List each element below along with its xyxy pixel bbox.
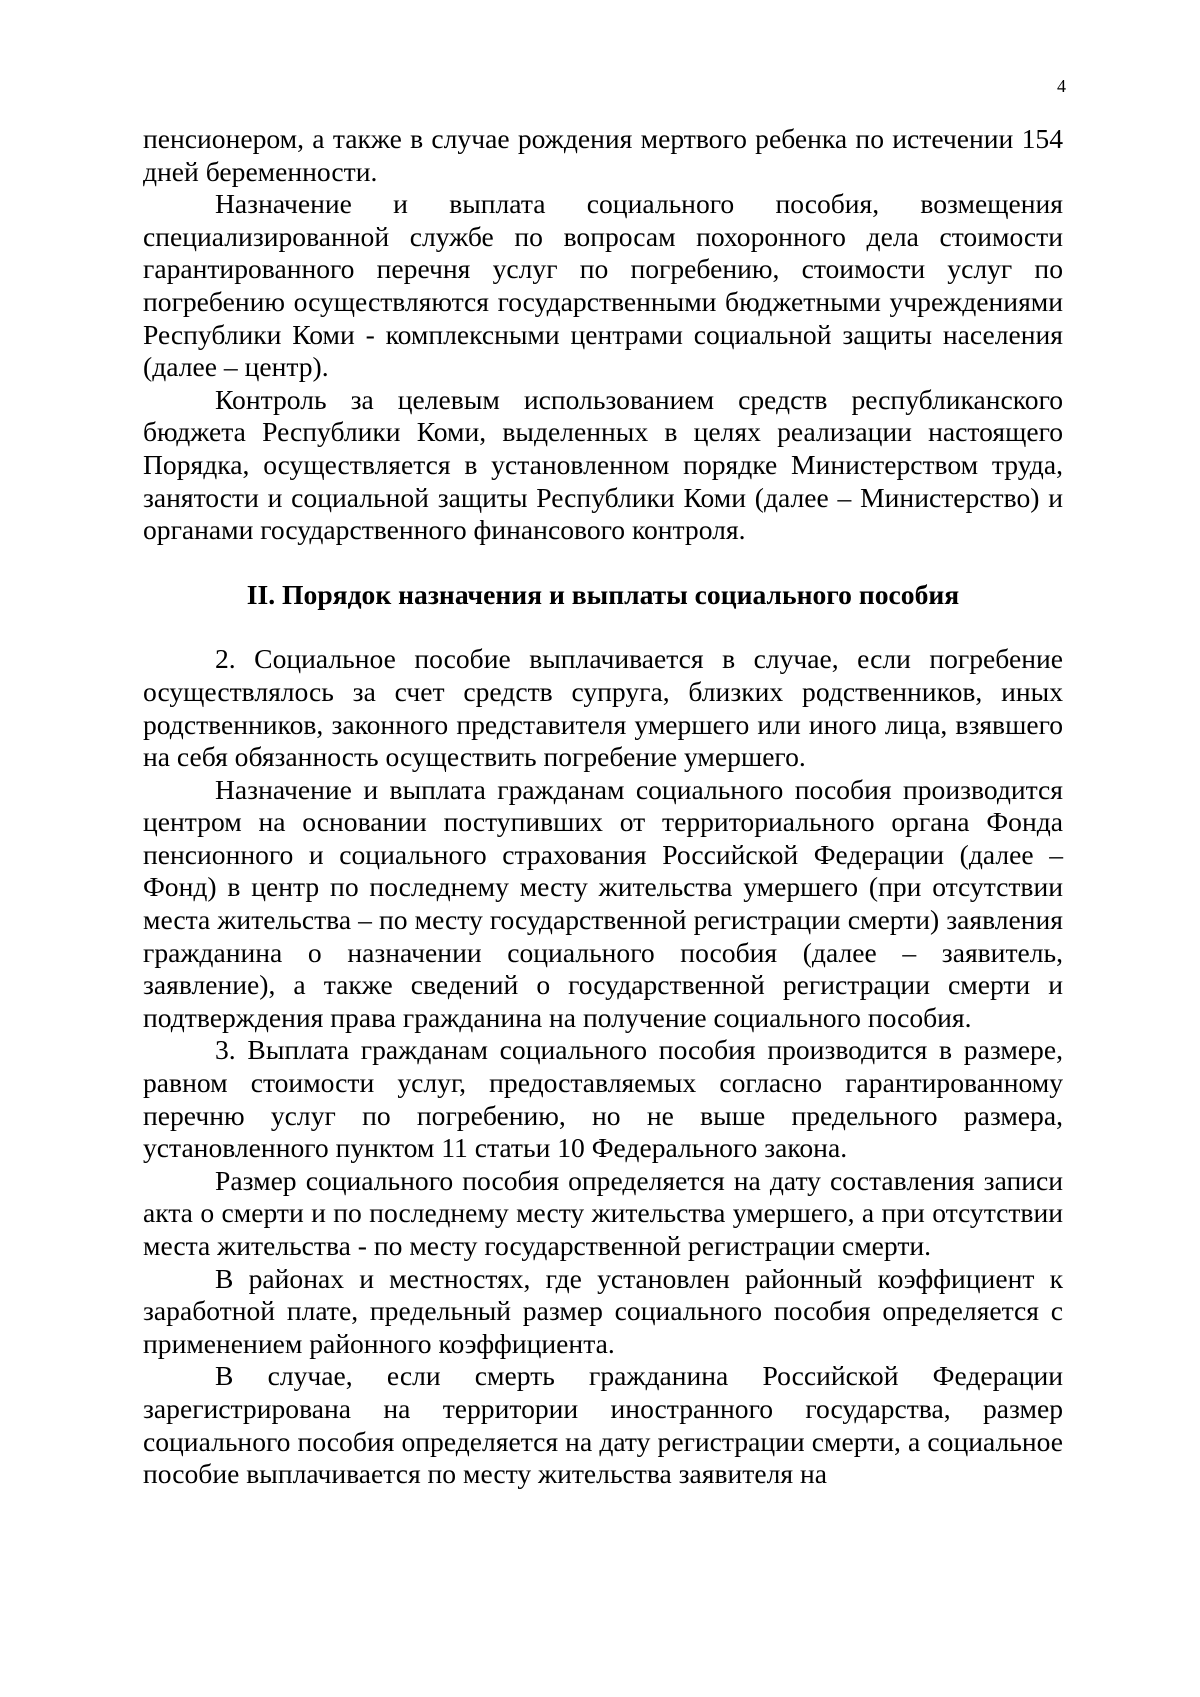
paragraph-regional-coefficient: В районах и местностях, где установлен районный коэффициент к заработной плате, предельный размер социального пособия определяется с применением районного коэффициента. (143, 1262, 1063, 1359)
paragraph-assignment-procedure: Назначение и выплата гражданам социального пособия производится центром на основании поступивших от территориального органа Фонда пенсионного и социального страхования Российской Федерации (далее – Фонд) в центр по последнему месту жительства умершего (при отсутствии места жительства – по месту государственной регистрации смерти) заявления гражданина о назначении социального пособия (далее – заявитель, заявление), а также сведений о государственной регистрации смерти и подтверждения права гражданина на получение социального пособия. (143, 773, 1063, 1033)
paragraph-item-2: 2. Социальное пособие выплачивается в случае, если погребение осуществлялось за счет средств супруга, близких родственников, иных родственников, законного представителя умершего или иного лица, взявшего на себя обязанность осуществить погребение умершего. (143, 643, 1063, 773)
paragraph-budget-control: Контроль за целевым использованием средств республиканского бюджета Республики Коми, выделенных в целях реализации настоящего Порядка, осуществляется в установленном порядке Министерством труда, занятости и социальной защиты Республики Коми (далее – Министерство) и органами государственного финансового контроля. (143, 383, 1063, 546)
paragraph-assignment-institutions: Назначение и выплата социального пособия, возмещения специализированной службе по вопросам похоронного дела стоимости гарантированного перечня услуг по погребению, стоимости услуг по погребению осуществляются государственными бюджетными учреждениями Республики Коми - комплексными центрами социальной защиты населения (далее – центр). (143, 188, 1063, 383)
page-number: 4 (1057, 76, 1066, 96)
paragraph-continuation: пенсионером, а также в случае рождения мертвого ребенка по истечении 154 дней беременности. (143, 123, 1063, 187)
section-heading: II. Порядок назначения и выплаты социального пособия (246, 578, 960, 610)
document-body (143, 123, 1063, 1491)
paragraph-item-3: 3. Выплата гражданам социального пособия производится в размере, равном стоимости услуг, предоставляемых согласно гарантированному перечню услуг по погребению, но не выше предельного размера, установленного пунктом 11 статьи 10 Федерального закона. (143, 1034, 1063, 1164)
paragraph-benefit-amount: Размер социального пособия определяется на дату составления записи акта о смерти и по последнему месту жительства умершего, а при отсутствии места жительства - по месту государственной регистрации смерти. (143, 1164, 1063, 1261)
paragraph-foreign-registration: В случае, если смерть гражданина Российской Федерации зарегистрирована на территории иностранного государства, размер социального пособия определяется на дату регистрации смерти, а социальное пособие выплачивается по месту жительства заявителя на (143, 1360, 1063, 1490)
